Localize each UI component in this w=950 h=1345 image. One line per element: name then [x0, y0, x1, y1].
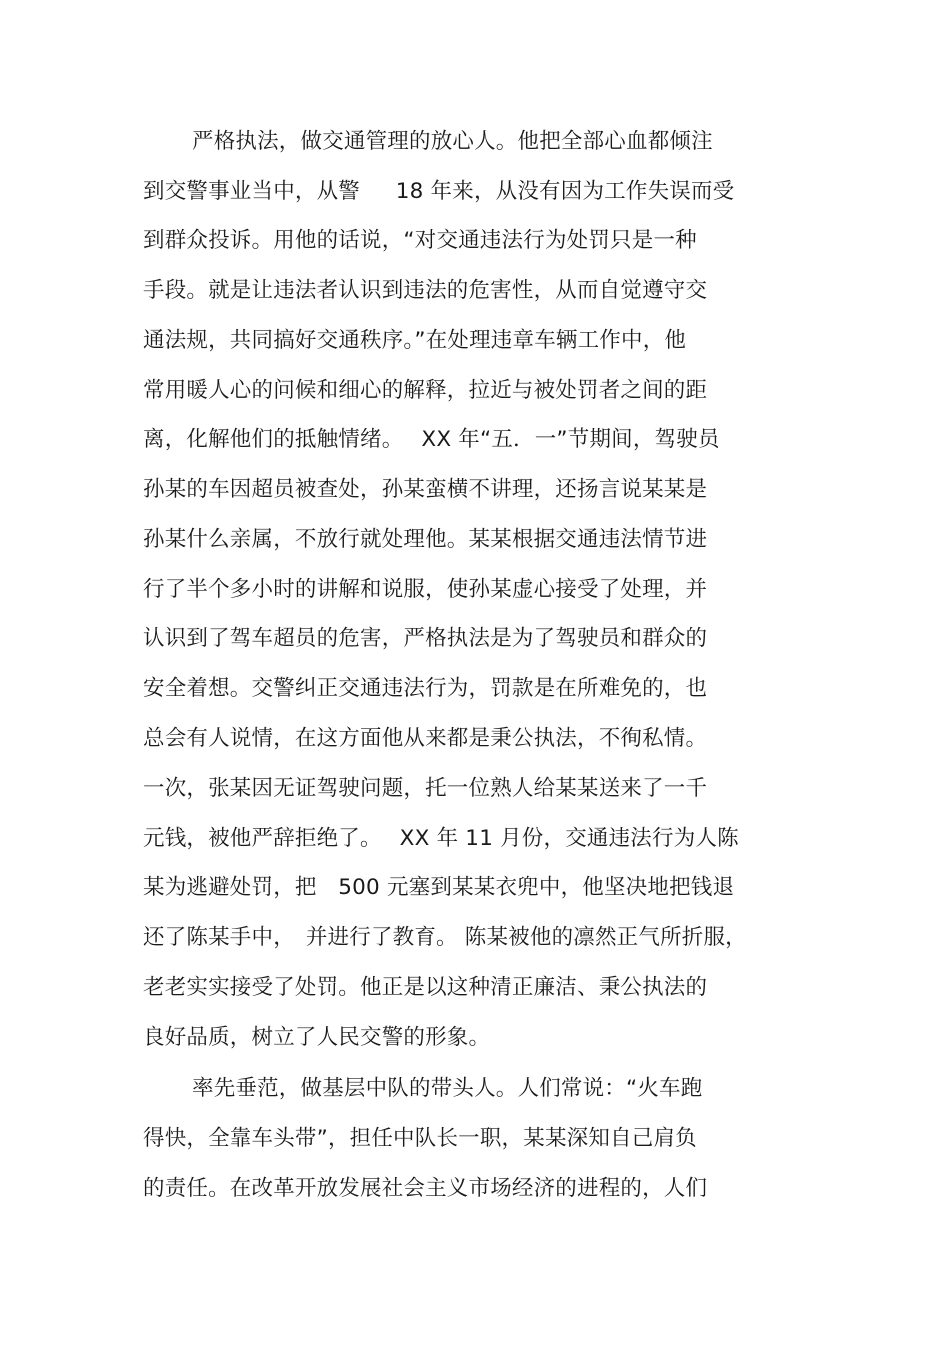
text-line: 率先垂范，做基层中队的带头人。人们常说：“火车跑	[192, 1076, 703, 1101]
text-line: 严格执法，做交通管理的放心人。他把全部心血都倾注	[192, 129, 713, 154]
text-line: 到群众投诉。用他的话说，“对交通违法行为处罚只是一种	[143, 228, 697, 253]
text-line: 一次，张某因无证驾驶问题，托一位熟人给某某送来了一千	[143, 776, 708, 801]
text-line: 到交警事业当中，从警 18 年来，从没有因为工作失误而受	[143, 179, 735, 204]
text-line: 元钱，被他严辞拒绝了。 XX 年 11 月份，交通违法行为人陈	[143, 826, 739, 851]
text-line: 总会有人说情，在这方面他从来都是秉公执法，不徇私情。	[143, 726, 708, 751]
text-line: 老老实实接受了处罚。他正是以这种清正廉洁、秉公执法的	[143, 975, 708, 1000]
text-line: 还了陈某手中， 并进行了教育。 陈某被他的凛然正气所折服，	[143, 925, 747, 950]
text-line: 孙某什么亲属，不放行就处理他。某某根据交通违法情节进	[143, 527, 708, 552]
text-line: 某为逃避处罚，把 500 元塞到某某衣兜中，他坚决地把钱退	[143, 875, 735, 900]
text-line: 孙某的车因超员被查处，孙某蛮横不讲理，还扬言说某某是	[143, 477, 708, 502]
text-line: 良好品质，树立了人民交警的形象。	[143, 1025, 491, 1050]
text-line: 的责任。在改革开放发展社会主义市场经济的进程的，人们	[143, 1176, 708, 1201]
text-line: 行了半个多小时的讲解和说服，使孙某虚心接受了处理，并	[143, 577, 708, 602]
text-line: 手段。就是让违法者认识到违法的危害性，从而自觉遵守交	[143, 278, 708, 303]
text-line: 得快，全靠车头带”，担任中队长一职，某某深知自己肩负	[143, 1126, 697, 1151]
text-line: 安全着想。交警纠正交通违法行为，罚款是在所难免的，也	[143, 676, 708, 701]
text-line: 认识到了驾车超员的危害，严格执法是为了驾驶员和群众的	[143, 626, 708, 651]
text-line: 常用暖人心的问候和细心的解释，拉近与被处罚者之间的距	[143, 378, 708, 403]
text-line: 离，化解他们的抵触情绪。 XX 年“五．一”节期间，驾驶员	[143, 427, 720, 452]
text-line: 通法规，共同搞好交通秩序。”在处理违章车辆工作中，他	[143, 328, 687, 353]
